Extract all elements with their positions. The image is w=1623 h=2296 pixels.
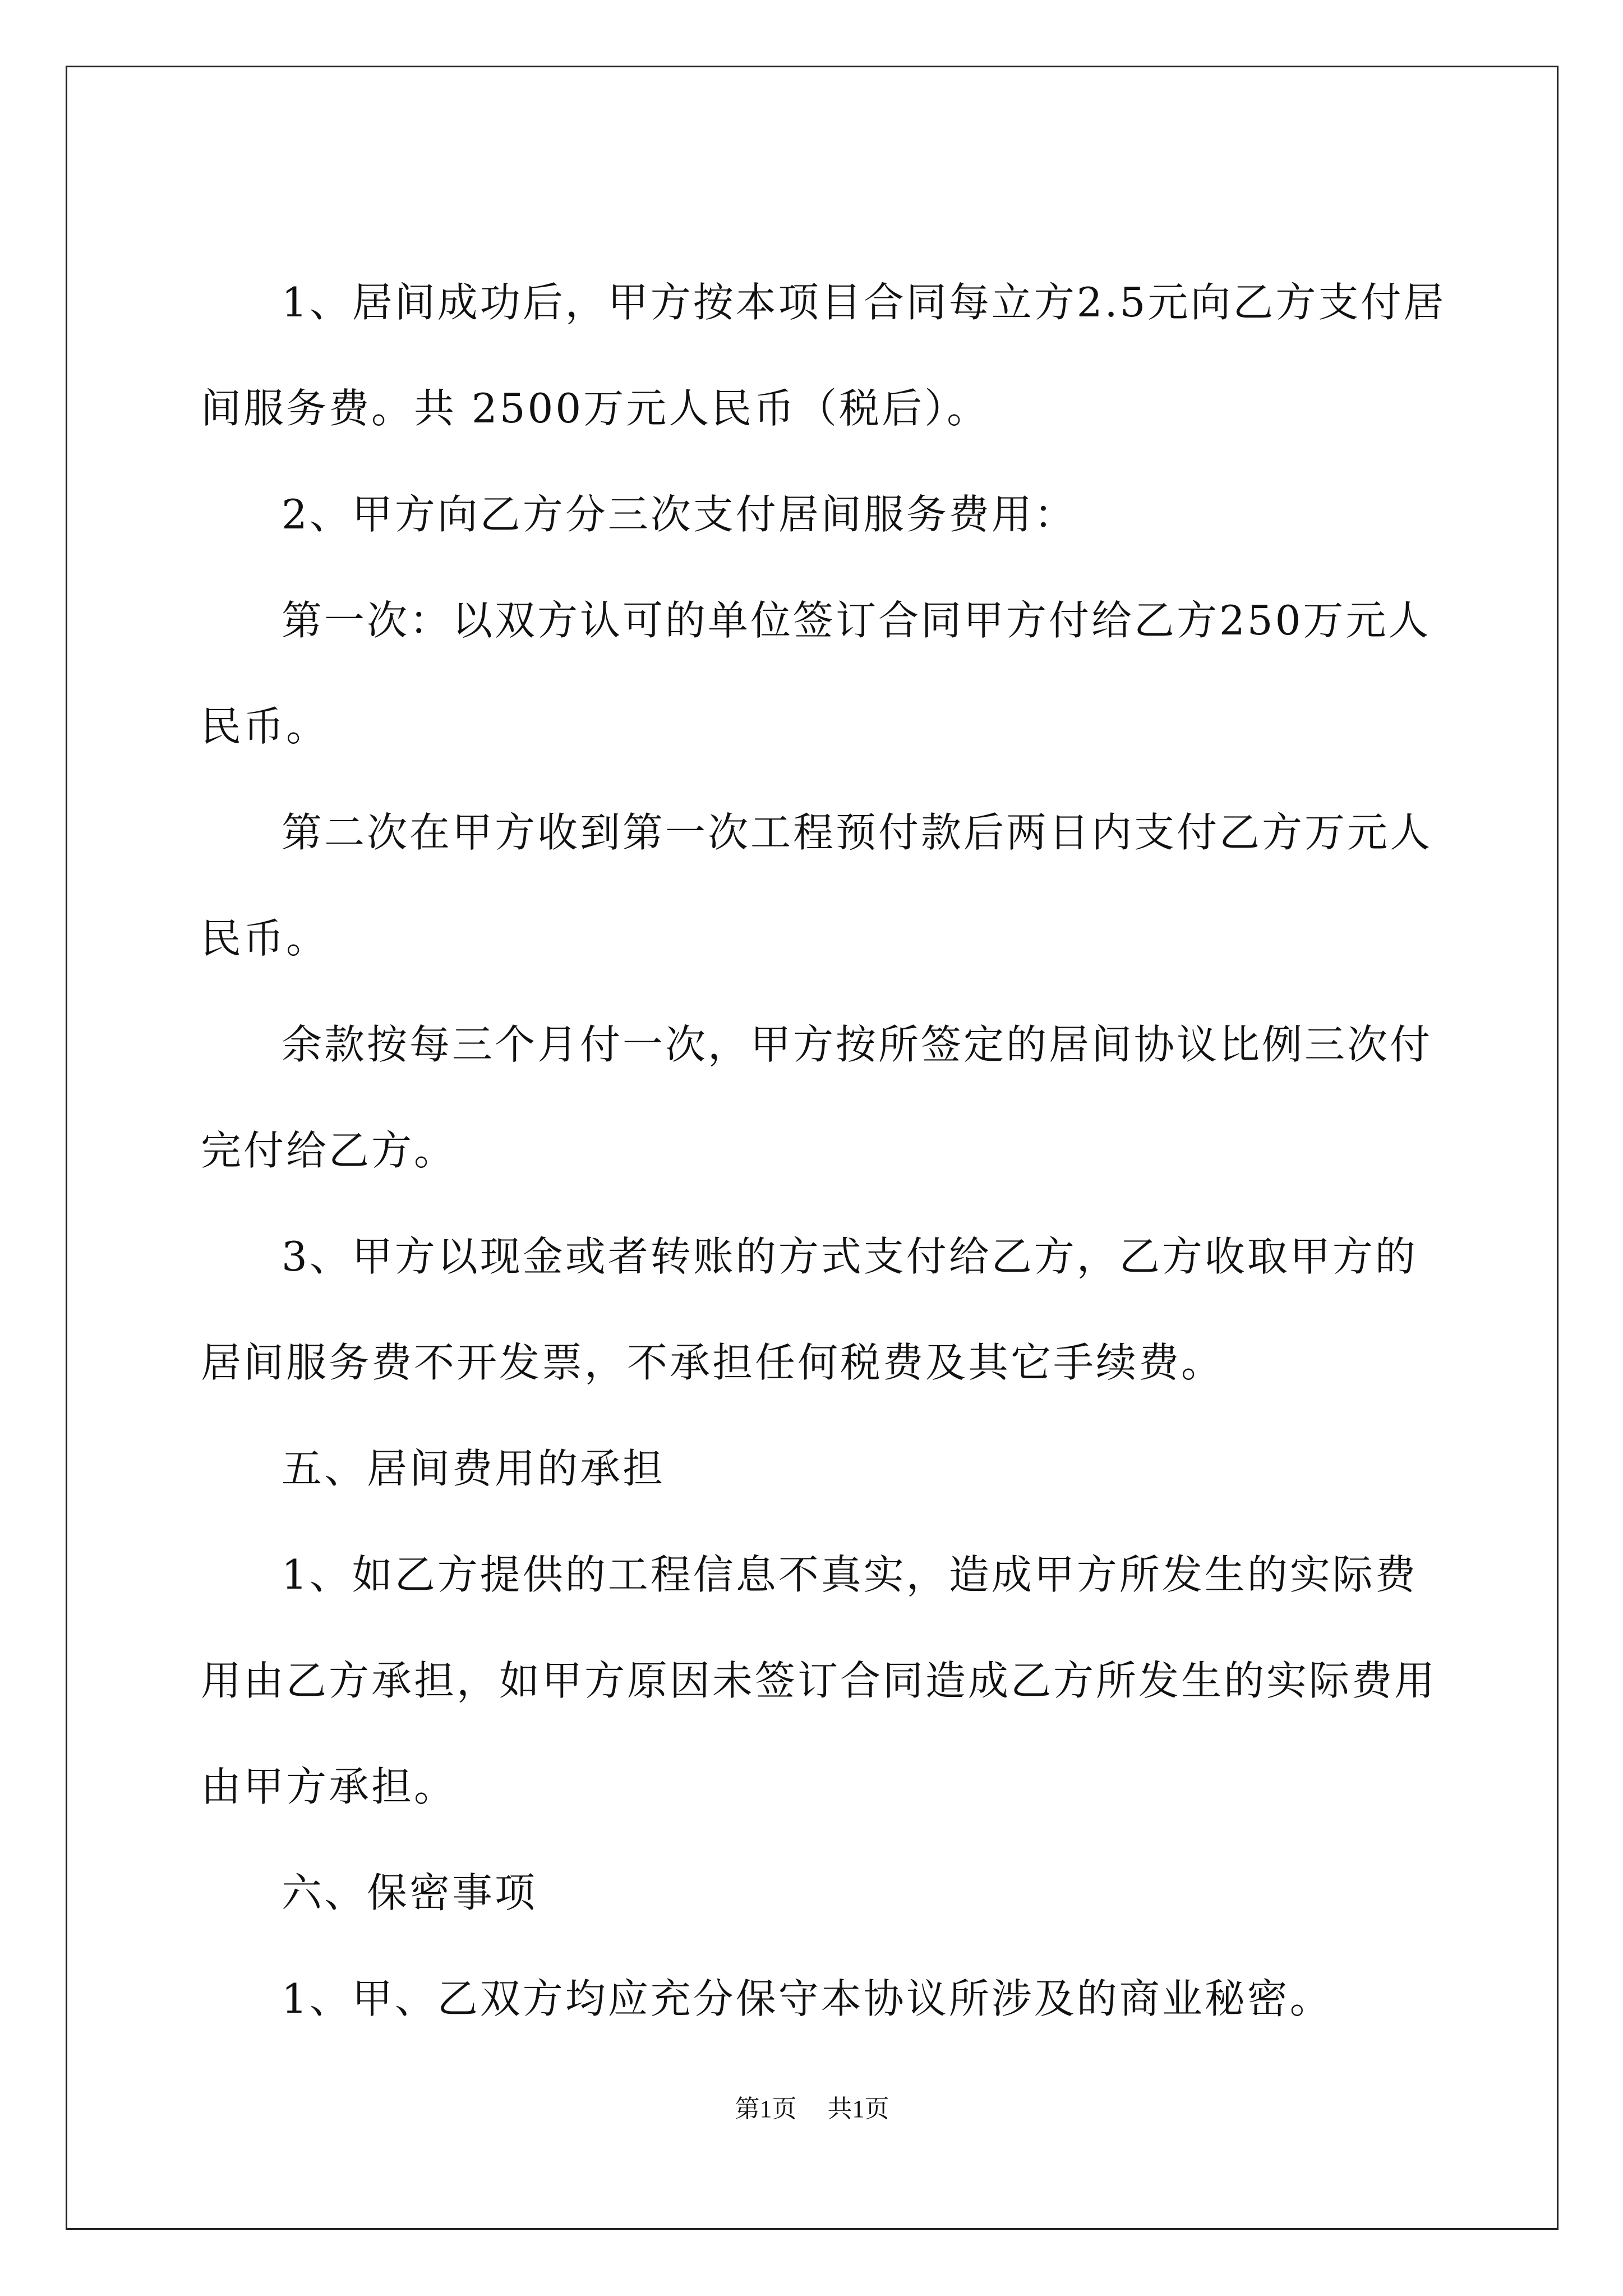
paragraph-3: 第一次：以双方认可的单位签订合同甲方付给乙方250万元人民币。 bbox=[201, 597, 1431, 750]
paragraph-4: 第二次在甲方收到第一次工程预付款后两日内支付乙方万元人民币。 bbox=[201, 809, 1433, 962]
paragraph-6: 3、甲方以现金或者转账的方式支付给乙方，乙方收取甲方的居间服务费不开发票，不承担任何税费及其它手续费。 bbox=[201, 1233, 1418, 1386]
paragraph-5: 余款按每三个月付一次，甲方按所签定的居间协议比例三次付完付给乙方。 bbox=[201, 1021, 1433, 1174]
page-border bbox=[66, 66, 1559, 2230]
section-heading-5: 五、居间费用的承担 bbox=[282, 1445, 666, 1492]
page-footer bbox=[67, 2088, 1557, 2124]
paragraph-2: 2、甲方向乙方分三次支付居间服务费用： bbox=[282, 491, 1077, 538]
paragraph-7: 1、如乙方提供的工程信息不真实，造成甲方所发生的实际费用由乙方承担，如甲方原因未签订合同造成乙方所发生的实际费用由甲方承担。 bbox=[201, 1551, 1437, 1810]
page-total: 共1页 bbox=[827, 2095, 889, 2123]
paragraph-8: 1、甲、乙双方均应充分保守本协议所涉及的商业秘密。 bbox=[282, 1975, 1332, 2022]
page-number: 第1页 bbox=[735, 2095, 797, 2123]
document-body bbox=[67, 67, 1557, 2228]
paragraph-1: 1、居间成功后，甲方按本项目合同每立方2.5元向乙方支付居间服务费。共 2500万元人民币（税后）。 bbox=[201, 279, 1446, 432]
section-heading-6: 六、保密事项 bbox=[282, 1869, 538, 1916]
